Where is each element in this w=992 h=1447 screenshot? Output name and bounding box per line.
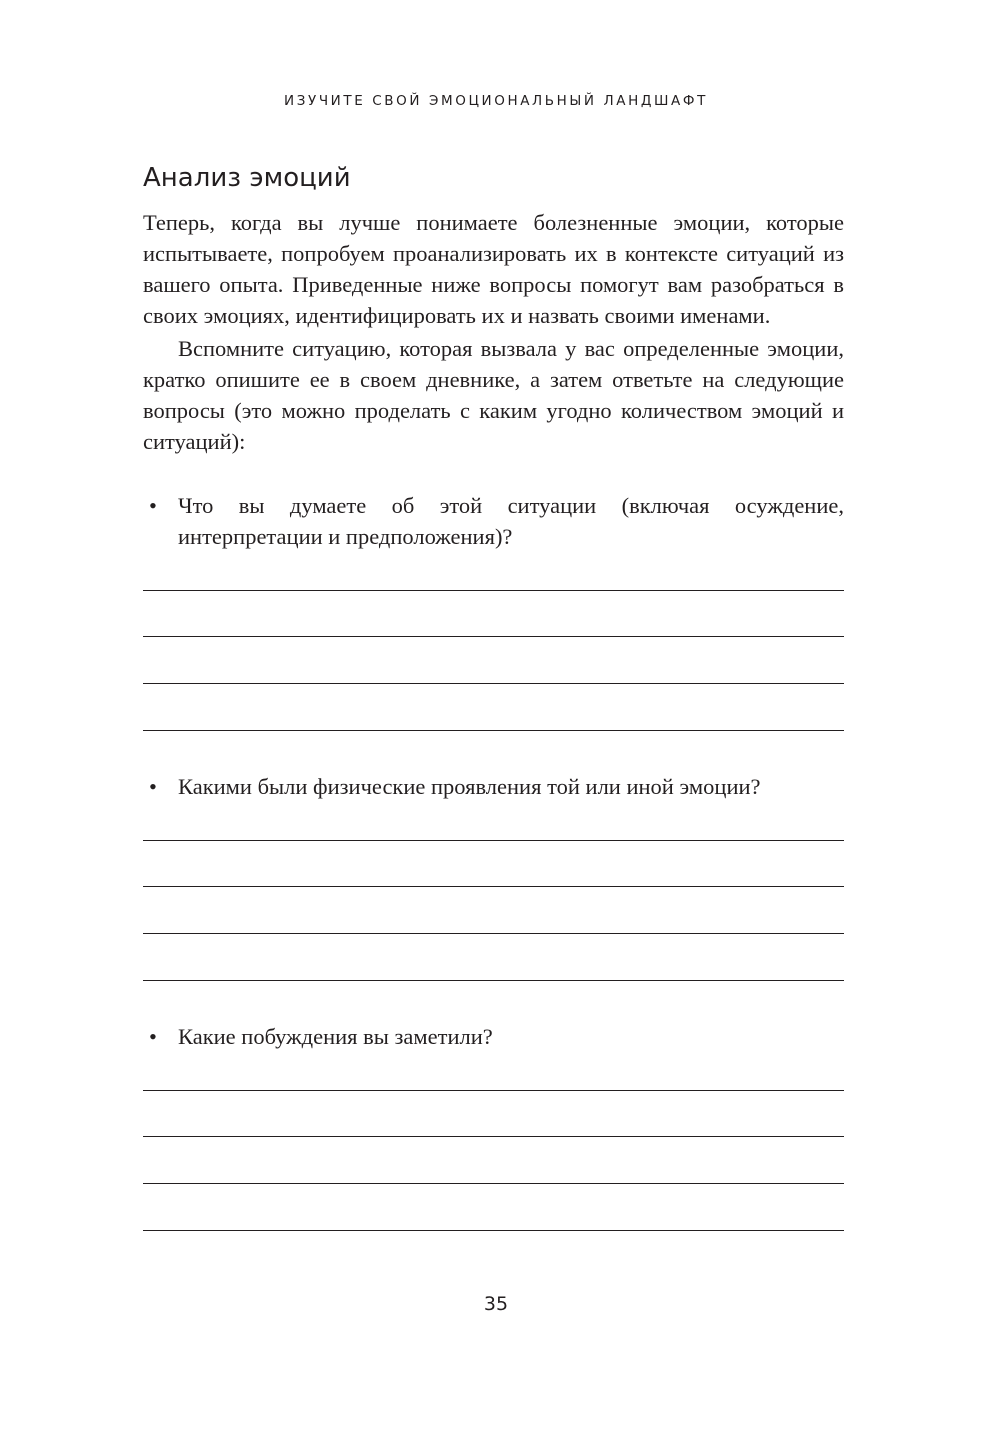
answer-line[interactable] — [143, 683, 844, 684]
section-title: Анализ эмоций — [143, 163, 351, 193]
answer-line[interactable] — [143, 590, 844, 591]
answer-line[interactable] — [143, 886, 844, 887]
running-head: ИЗУЧИТЕ СВОЙ ЭМОЦИОНАЛЬНЫЙ ЛАНДШАФТ — [284, 93, 708, 109]
question-item — [143, 771, 844, 802]
answer-line[interactable] — [143, 1183, 844, 1184]
answer-line[interactable] — [143, 1136, 844, 1137]
answer-line[interactable] — [143, 840, 844, 841]
question-text: Какие побуждения вы заметили? — [178, 1024, 493, 1049]
question-text: Что вы думаете об этой ситуации (включая осуждение, интерпретации и предположения)? — [178, 493, 844, 549]
question-text: Какими были физические проявления той или иной эмоции? — [178, 774, 761, 799]
page-number: 35 — [483, 1293, 509, 1315]
answer-line[interactable] — [143, 636, 844, 637]
answer-line[interactable] — [143, 730, 844, 731]
question-item — [143, 490, 844, 552]
bullet-icon: • — [149, 493, 157, 518]
answer-line[interactable] — [143, 980, 844, 981]
answer-line[interactable] — [143, 1090, 844, 1091]
instruction-paragraph: Вспомните ситуацию, которая вызвала у вас определенные эмоции, кратко опишите ее в своем дневнике, а затем ответьте на следующие вопросы (это можно проделать с каким угодно количеством эмоций и ситуаций): — [143, 336, 844, 454]
bullet-icon: • — [149, 774, 157, 799]
answer-line[interactable] — [143, 933, 844, 934]
intro-paragraph: Теперь, когда вы лучше понимаете болезненные эмоции, которые испытываете, попробуем проанализировать их в контексте ситуаций из вашего опыта. Приведенные ниже вопросы помогут вам разобраться в своих эмоциях, идентифицировать их и назвать своими именами. — [143, 210, 844, 328]
answer-line[interactable] — [143, 1230, 844, 1231]
question-item — [143, 1021, 844, 1052]
bullet-icon: • — [149, 1024, 157, 1049]
